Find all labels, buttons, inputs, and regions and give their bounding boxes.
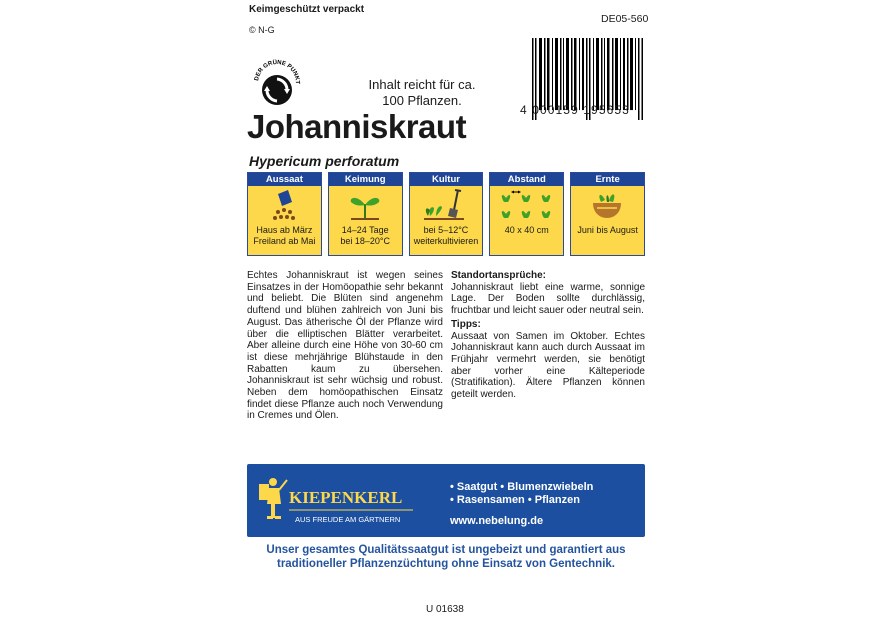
brand-slogan: AUS FREUDE AM GÄRTNERN (295, 515, 401, 524)
icon-box-text (490, 225, 563, 236)
barcode-number: 4 000159 195653 (520, 103, 630, 117)
icon-box-aussaat (247, 172, 322, 256)
copyright-note: © N-G (249, 25, 275, 35)
brand-band (247, 464, 645, 537)
product-code: DE05-560 (601, 13, 649, 25)
content-line-1: Inhalt reicht für ca. (368, 77, 476, 92)
icon-text-line-1: Juni bis August (577, 225, 638, 235)
icon-box-title: Kultur (410, 173, 483, 186)
latin-name: Hypericum perforatum (249, 153, 400, 169)
product-range-line-2: • Rasensamen • Pflanzen (450, 494, 580, 506)
quality-guarantee (247, 543, 645, 571)
kiepenkerl-logo (253, 470, 449, 530)
icon-box-text (410, 225, 483, 246)
icon-box-abstand (489, 172, 564, 256)
icon-box-title: Keimung (329, 173, 402, 186)
gruener-punkt-text: DER GRÜNE PUNKT (254, 59, 301, 85)
icon-box-kultur (409, 172, 484, 256)
icon-box-ernte (570, 172, 645, 256)
icon-text-line-1: 14–24 Tage (341, 225, 389, 235)
tips-text: Aussaat von Samen im Oktober. Echtes Johanniskraut kann auch durch Aussaat im Frühjahr vermehrt werden, sie benötigt aber vorher eine Kälteperiode (Stratifikation). Ältere Pflanzen können geteilt werden. (451, 330, 645, 401)
brand-name: KIEPENKERL (289, 488, 403, 507)
location-heading: Standortansprüche: (451, 270, 547, 281)
spacing-icon (490, 188, 562, 222)
website-link[interactable]: www.nebelung.de (450, 515, 544, 527)
icon-text-line-1: bei 5–12°C (423, 225, 469, 235)
footer-code: U 01638 (426, 604, 464, 615)
icon-box-title: Ernte (571, 173, 644, 186)
seedling-icon (329, 188, 401, 222)
icon-box-title: Abstand (490, 173, 563, 186)
guarantee-line-1: Unser gesamtes Qualitätssaatgut ist ungebeizt und garantiert aus (266, 544, 626, 556)
location-text: Johanniskraut liebt eine warme, sonnige Lage. Der Boden sollte durchlässig, fruchtbar und leicht sauer oder neutral sein. (451, 281, 645, 317)
packaging-note: Keimgeschützt verpackt (249, 4, 365, 15)
product-range-line-1: • Saatgut • Blumenzwiebeln (450, 481, 594, 493)
cultivation-icons (247, 172, 645, 256)
icon-text-line-2: bei 18–20°C (340, 235, 391, 246)
content-line-2: 100 Pflanzen. (382, 93, 462, 108)
product-title: Johanniskraut (247, 108, 467, 145)
icon-box-text (571, 225, 644, 236)
description-text: Echtes Johanniskraut ist wegen seines Einsatzes in der Homöopathie sehr bekannt und beliebt. Die Blüten sind angenehm duftend und blühen zahlreich von Juni bis August. Das ätherische Öl der Pflanze wird über die elliptischen Blätter verarbeitet. Aber alleine durch eine Höhe von 30-60 cm ist diese mehrjährige Blühstaude in den Rabatten kaum zu übersehen. Johanniskraut ist sehr wüchsig und robust. Neben dem homöopathischen Einsatz findet diese Pflanze auch noch Verwendung in Cremes und Ölen. (247, 270, 443, 422)
icon-box-text (329, 225, 402, 246)
tips-heading: Tipps: (451, 318, 481, 330)
harvest-bowl-icon (571, 188, 643, 222)
icon-box-keimung (328, 172, 403, 256)
spade-plants-icon (410, 188, 482, 222)
gruener-punkt-logo-icon (250, 56, 304, 110)
icon-box-title: Aussaat (248, 173, 321, 186)
growing-info (451, 270, 645, 401)
product-range (450, 481, 593, 507)
content-amount (352, 77, 492, 109)
icon-text-line-1: 40 x 40 cm (504, 225, 549, 235)
icon-box-text (248, 225, 321, 246)
guarantee-line-2: traditioneller Pflanzenzüchtung ohne Einsatz von Gentechnik. (276, 558, 615, 570)
seed-packet-icon (248, 188, 320, 222)
icon-text-line-2: Freiland ab Mai (253, 235, 316, 246)
icon-text-line-2: weiterkultivieren (413, 235, 479, 246)
icon-text-line-1: Haus ab März (256, 225, 313, 235)
